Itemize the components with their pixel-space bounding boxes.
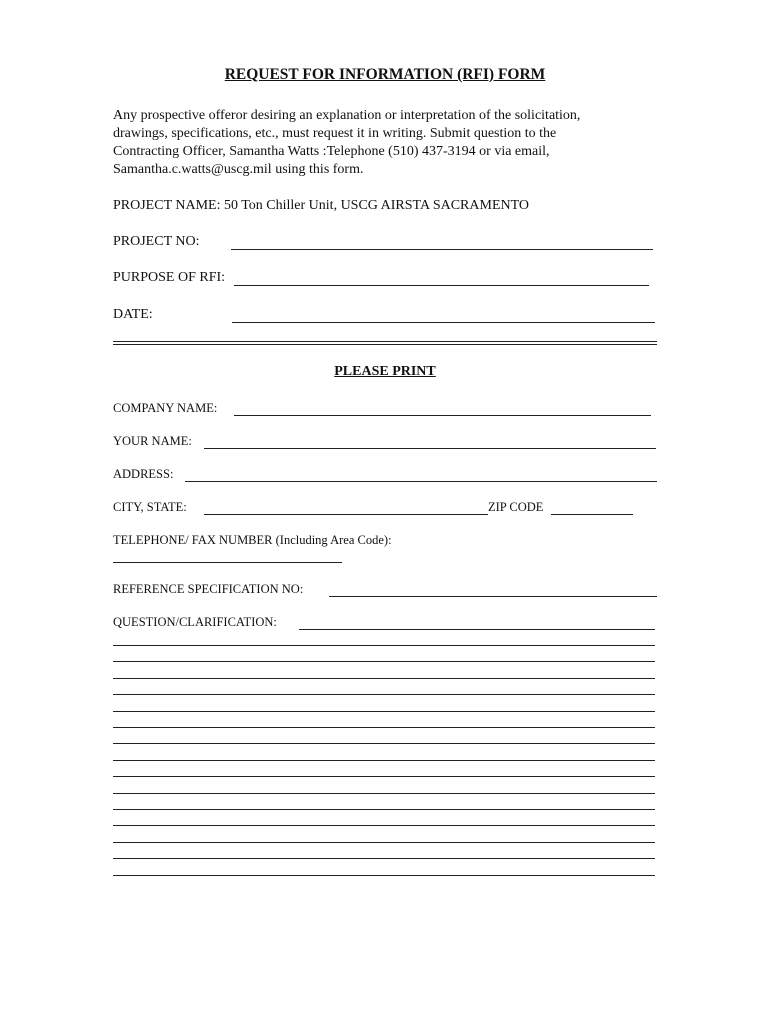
question-answer-line[interactable] [113,678,655,679]
company-name-blank[interactable] [234,415,651,416]
question-answer-line[interactable] [113,776,655,777]
instructions-line: Contracting Officer, Samantha Watts :Telephone (510) 437-3194 or via email, [113,144,550,159]
city-state-field [113,500,638,516]
question-label: QUESTION/CLARIFICATION: [113,615,277,629]
project-name: PROJECT NAME: 50 Ton Chiller Unit, USCG AIRSTA SACRAMENTO [113,198,530,213]
question-answer-line[interactable] [113,727,655,728]
question-answer-line[interactable] [113,661,655,662]
zip-code-label: ZIP CODE [488,500,544,514]
question-field [113,615,658,631]
company-name-field [113,401,653,417]
divider-line [113,344,657,345]
telephone-fax-field [113,533,658,549]
question-answer-line[interactable] [113,875,655,876]
address-blank[interactable] [185,481,657,482]
question-first-blank[interactable] [299,629,655,630]
telephone-fax-blank[interactable] [113,562,342,563]
question-answer-line[interactable] [113,793,655,794]
your-name-blank[interactable] [204,448,656,449]
instructions-line: drawings, specifications, etc., must request it in writing. Submit question to the [113,126,557,141]
project-no-blank[interactable] [231,249,653,250]
question-answer-line[interactable] [113,825,655,826]
city-state-label: CITY, STATE: [113,500,187,514]
purpose-label: PURPOSE OF RFI: [113,270,226,285]
date-field [113,307,658,325]
reference-spec-blank[interactable] [329,596,657,597]
question-answer-line[interactable] [113,694,655,695]
address-label: ADDRESS: [113,467,174,481]
question-answer-line[interactable] [113,842,655,843]
reference-spec-field [113,582,658,598]
question-answer-line[interactable] [113,711,655,712]
project-no-label: PROJECT NO: [113,234,200,249]
address-field [113,467,658,483]
your-name-label: YOUR NAME: [113,434,192,448]
question-answer-line[interactable] [113,809,655,810]
purpose-field [113,270,658,288]
question-answer-line[interactable] [113,858,655,859]
zip-code-blank[interactable] [551,514,633,515]
project-no-field [113,234,658,252]
purpose-blank[interactable] [234,285,649,286]
company-name-label: COMPANY NAME: [113,401,218,415]
question-answer-line[interactable] [113,760,655,761]
form-title: REQUEST FOR INFORMATION (RFI) FORM [224,66,546,83]
date-blank[interactable] [232,322,655,323]
question-answer-line[interactable] [113,743,655,744]
date-label: DATE: [113,307,153,322]
instructions-line: Samantha.c.watts@uscg.mil using this form. [113,162,364,177]
telephone-fax-label: TELEPHONE/ FAX NUMBER (Including Area Code): [113,533,392,547]
please-print-heading: PLEASE PRINT [334,364,436,379]
question-answer-line[interactable] [113,645,655,646]
reference-spec-label: REFERENCE SPECIFICATION NO: [113,582,304,596]
instructions-paragraph [113,107,658,179]
city-state-blank[interactable] [204,514,488,515]
instructions-line: Any prospective offeror desiring an explanation or interpretation of the solicitation, [113,108,581,123]
divider-line [113,341,657,342]
your-name-field [113,434,658,450]
